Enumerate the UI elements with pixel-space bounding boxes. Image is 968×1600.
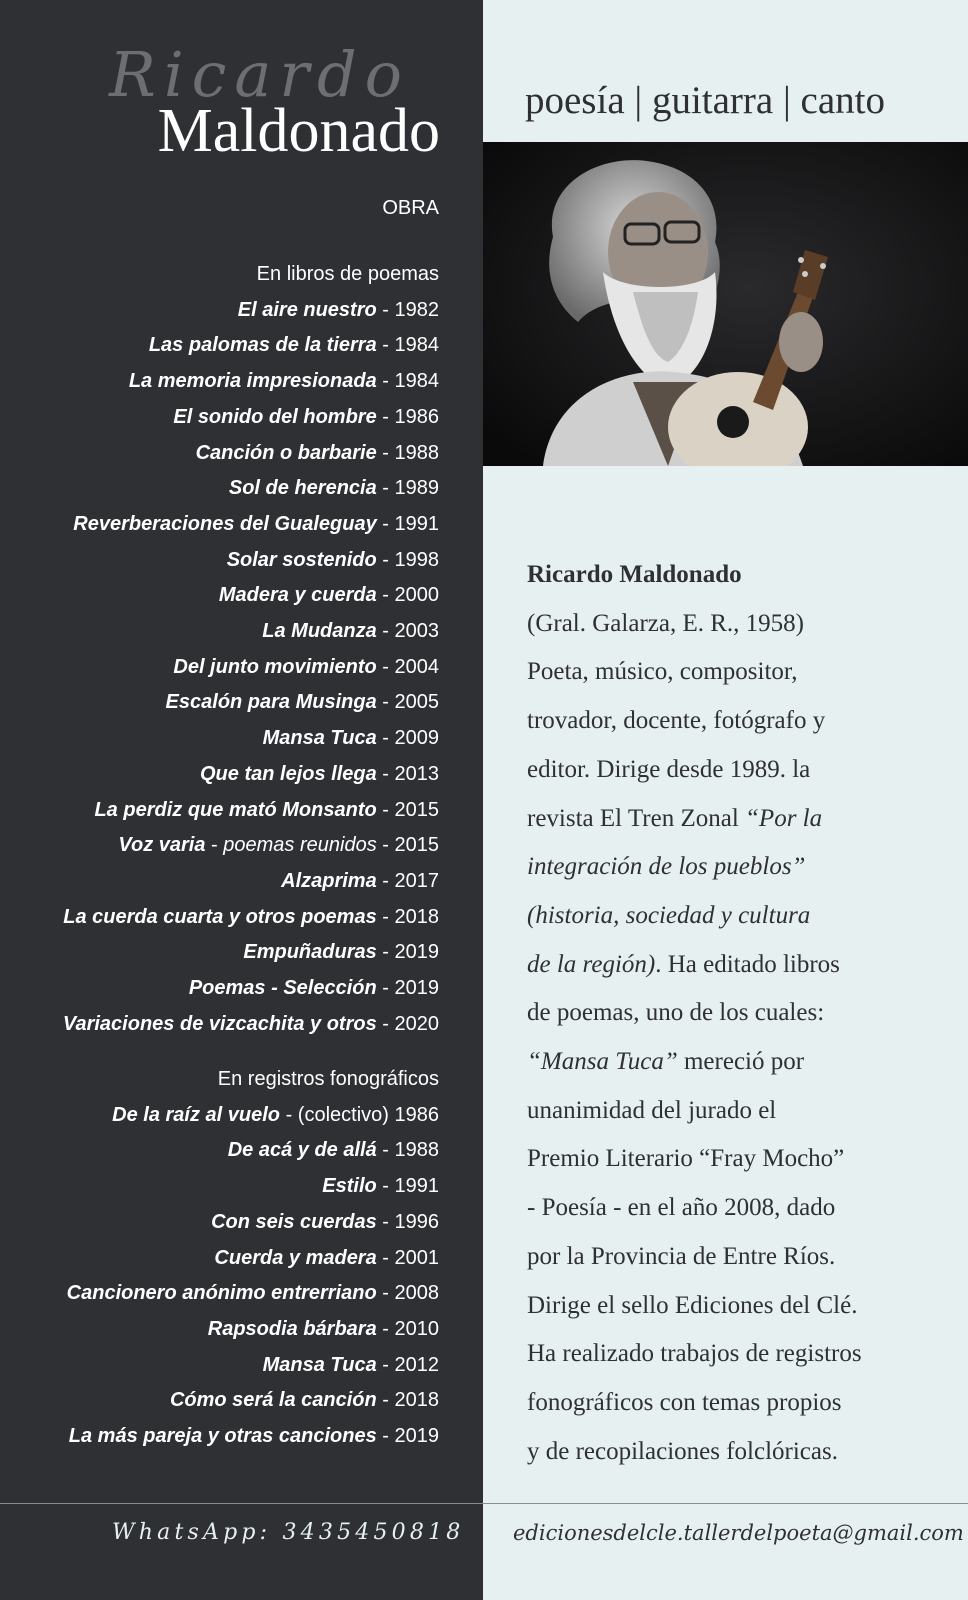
- work-item: Con seis cuerdas - 1996: [211, 1210, 439, 1233]
- bio-text-run: . Ha editado libros: [655, 950, 840, 978]
- bio-line: editor. Dirige desde 1989. la: [527, 755, 811, 783]
- work-item: Voz varia - poemas reunidos - 2015: [118, 834, 439, 857]
- work-year: 1984: [394, 370, 439, 393]
- work-item: El aire nuestro - 1982: [237, 298, 439, 321]
- bio-line: unanimidad del jurado el: [527, 1096, 777, 1124]
- work-year: 2008: [394, 1282, 439, 1305]
- books-list: [63, 257, 439, 1042]
- work-title: Cuerda y madera: [214, 1246, 377, 1269]
- bio-line: Dirige el sello Ediciones del Clé.: [527, 1291, 858, 1319]
- work-year: 2012: [394, 1353, 439, 1376]
- work-title: Las palomas de la tierra: [148, 334, 377, 357]
- work-year: 2018: [394, 1389, 439, 1412]
- work-year: 2010: [394, 1317, 439, 1340]
- work-year: 2019: [394, 941, 439, 964]
- work-year: 2013: [394, 762, 439, 785]
- work-item: Que tan lejos llega - 2013: [200, 762, 439, 785]
- work-note: poemas reunidos: [223, 834, 377, 857]
- work-title: Canción o barbarie: [195, 441, 377, 464]
- work-title: Cómo será la canción: [169, 1389, 377, 1412]
- bio-line: (Gral. Galarza, E. R., 1958): [527, 609, 804, 637]
- email-contact: edicionesdelcle.tallerdelpoeta@gmail.com: [513, 1521, 964, 1545]
- author-first-name: Ricardo: [109, 38, 410, 111]
- footer-divider: [483, 1503, 968, 1504]
- recordings-heading: En registros fonográficos: [217, 1068, 439, 1090]
- work-year: 2015: [394, 798, 439, 821]
- work-title: Que tan lejos llega: [200, 762, 377, 785]
- work-title: La memoria impresionada: [128, 370, 377, 393]
- work-item: Empuñaduras - 2019: [243, 941, 439, 964]
- work-title: De acá y de allá: [227, 1139, 377, 1162]
- bio-line: Poeta, músico, compositor,: [527, 658, 798, 686]
- work-title: Poemas - Selección: [188, 977, 377, 1000]
- work-item: La Mudanza - 2003: [262, 620, 439, 643]
- work-title: El sonido del hombre: [173, 405, 377, 428]
- work-item: Rapsodia bárbara - 2010: [207, 1317, 439, 1340]
- work-item: Mansa Tuca - 2012: [262, 1353, 439, 1376]
- work-item: Canción o barbarie - 1988: [195, 441, 439, 464]
- work-title: De la raíz al vuelo: [112, 1103, 281, 1126]
- work-title: La más pareja y otras canciones: [68, 1425, 377, 1448]
- work-item: El sonido del hombre - 1986: [173, 405, 439, 428]
- work-title: Madera y cuerda: [218, 584, 377, 607]
- work-item: De la raíz al vuelo - (colectivo) 1986: [112, 1103, 439, 1126]
- work-item: Escalón para Musinga - 2005: [165, 691, 439, 714]
- work-item: Solar sostenido - 1998: [226, 548, 439, 571]
- work-item: La memoria impresionada - 1984: [128, 370, 439, 393]
- work-year: 1982: [394, 298, 439, 321]
- bio-italic-run: integración de los pueblos”: [527, 853, 806, 881]
- author-last-name: Maldonado: [157, 97, 440, 165]
- footer-divider: [0, 1503, 483, 1504]
- work-title: Reverberaciones del Gualeguay: [73, 512, 377, 535]
- work-item: De acá y de allá - 1988: [227, 1139, 439, 1162]
- work-title: Mansa Tuca: [262, 727, 377, 750]
- bio-line: de poemas, uno de los cuales:: [527, 999, 825, 1027]
- section-label: OBRA: [382, 197, 439, 219]
- work-year: 2020: [394, 1012, 439, 1035]
- bio-text-run: mereció por: [677, 1048, 805, 1076]
- work-item: Estilo - 1991: [322, 1175, 439, 1198]
- work-title: Escalón para Musinga: [165, 691, 377, 714]
- work-title: Solar sostenido: [226, 548, 377, 571]
- work-title: Sol de herencia: [228, 477, 377, 500]
- tagline: poesía | guitarra | canto: [525, 79, 885, 122]
- work-year: 2018: [394, 905, 439, 928]
- work-year: 1986: [394, 1103, 439, 1126]
- work-year: 1991: [394, 512, 439, 535]
- work-year: 1988: [394, 1139, 439, 1162]
- work-title: El aire nuestro: [237, 298, 377, 321]
- work-title: Empuñaduras: [243, 941, 377, 964]
- work-title: Variaciones de vizcachita y otros: [62, 1012, 377, 1035]
- work-title: Rapsodia bárbara: [207, 1317, 377, 1340]
- work-item: Poemas - Selección - 2019: [188, 977, 439, 1000]
- bio-line: y de recopilaciones folclóricas.: [527, 1437, 838, 1465]
- whatsapp-contact: WhatsApp: 3435450818: [112, 1520, 465, 1545]
- work-title: Con seis cuerdas: [211, 1210, 377, 1233]
- bio-text: [527, 551, 947, 1476]
- bio-line: fonográficos con temas propios: [527, 1388, 842, 1416]
- work-year: 2004: [394, 655, 439, 678]
- bio-line: [527, 795, 947, 844]
- work-note: (colectivo): [297, 1103, 389, 1126]
- work-title: La perdiz que mató Monsanto: [94, 798, 377, 821]
- work-item: Alzaprima - 2017: [281, 869, 439, 892]
- work-item: Cuerda y madera - 2001: [214, 1246, 439, 1269]
- work-item: Cómo será la canción - 2018: [169, 1389, 439, 1412]
- work-item: Mansa Tuca - 2009: [262, 727, 439, 750]
- work-item: Sol de herencia - 1989: [228, 477, 439, 500]
- work-year: 2000: [394, 584, 439, 607]
- bio-line: [527, 843, 947, 892]
- bio-line: - Poesía - en el año 2008, dado: [527, 1194, 836, 1222]
- work-item: La más pareja y otras canciones - 2019: [68, 1425, 439, 1448]
- work-title: La Mudanza: [262, 620, 377, 643]
- work-title: Mansa Tuca: [262, 1353, 377, 1376]
- work-item: Variaciones de vizcachita y otros - 2020: [62, 1012, 439, 1035]
- work-item: Reverberaciones del Gualeguay - 1991: [73, 512, 439, 535]
- work-item: Cancionero anónimo entrerriano - 2008: [66, 1282, 439, 1305]
- work-title: Del junto movimiento: [173, 655, 377, 678]
- bio-text-run: revista El Tren Zonal: [527, 804, 746, 832]
- bio-italic-run: de la región): [527, 950, 656, 978]
- bio-line: trovador, docente, fotógrafo y: [527, 707, 826, 735]
- work-year: 1986: [394, 405, 439, 428]
- bio-italic-run: “Mansa Tuca”: [527, 1048, 678, 1076]
- recordings-list: [67, 1062, 439, 1455]
- work-year: 2003: [394, 620, 439, 643]
- work-item: Las palomas de la tierra - 1984: [148, 334, 439, 357]
- bio-line: [527, 892, 947, 941]
- work-year: 2017: [394, 869, 439, 892]
- bio-name: Ricardo Maldonado: [527, 561, 742, 588]
- work-title: Alzaprima: [281, 869, 377, 892]
- work-year: 2015: [394, 834, 439, 857]
- work-year: 1984: [394, 334, 439, 357]
- work-year: 2019: [394, 1425, 439, 1448]
- work-year: 2019: [394, 977, 439, 1000]
- bio-line: [527, 1038, 947, 1087]
- bio-line: Ha realizado trabajos de registros: [527, 1340, 862, 1368]
- work-year: 2005: [394, 691, 439, 714]
- work-title: Estilo: [322, 1175, 377, 1198]
- work-year: 1989: [394, 477, 439, 500]
- work-year: 1991: [394, 1175, 439, 1198]
- bio-italic-run: “Por la: [745, 804, 823, 832]
- work-title: Voz varia: [118, 834, 206, 857]
- work-item: La cuerda cuarta y otros poemas - 2018: [63, 905, 439, 928]
- work-year: 1998: [394, 548, 439, 571]
- portrait-photo: [483, 142, 968, 466]
- work-item: La perdiz que mató Monsanto - 2015: [94, 798, 439, 821]
- work-item: Madera y cuerda - 2000: [218, 584, 439, 607]
- work-year: 1988: [394, 441, 439, 464]
- musician-with-guitar-photo-icon: [483, 142, 968, 466]
- bio-line: Premio Literario “Fray Mocho”: [527, 1145, 845, 1173]
- work-item: Del junto movimiento - 2004: [173, 655, 439, 678]
- work-year: 2009: [394, 727, 439, 750]
- work-year: 1996: [394, 1210, 439, 1233]
- work-year: 2001: [394, 1246, 439, 1269]
- books-heading: En libros de poemas: [256, 263, 439, 285]
- bio-line: [527, 941, 947, 990]
- bio-italic-run: (historia, sociedad y cultura: [527, 901, 811, 929]
- work-title: La cuerda cuarta y otros poemas: [63, 905, 377, 928]
- bio-line: por la Provincia de Entre Ríos.: [527, 1242, 836, 1270]
- work-title: Cancionero anónimo entrerriano: [66, 1282, 377, 1305]
